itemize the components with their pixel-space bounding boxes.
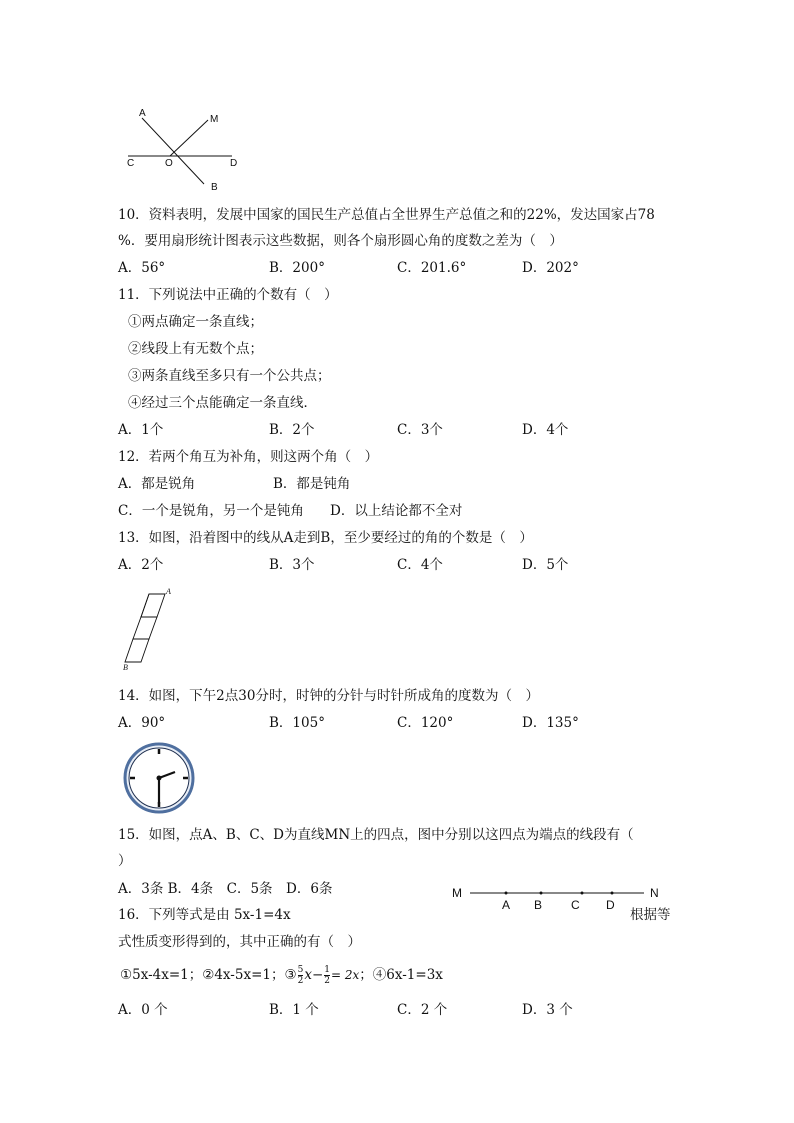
q16-option-c: C．2 个: [397, 1002, 448, 1018]
point-d: [611, 892, 614, 895]
q16-stem-part1: 16．下列等式是由 5x-1=4x: [118, 907, 291, 923]
q13-option-c: C．4个: [397, 557, 443, 573]
q14-option-c: C．120°: [397, 715, 454, 731]
q14-option-d: D．135°: [522, 715, 579, 731]
label-b: B: [211, 182, 218, 193]
point-a: [505, 892, 508, 895]
q10-option-d: D．202°: [522, 260, 579, 276]
fraction-one-half: [324, 965, 330, 986]
q16-option-a: A．0 个: [118, 1002, 168, 1018]
q14-stem: 14．如图，下午2点30分时，时钟的分针与时针所成角的度数为（ ）: [118, 688, 539, 704]
q11-statement-3: ③两条直线至多只有一个公共点；: [128, 368, 331, 384]
label-b: B: [123, 663, 128, 672]
q13-option-d: D．5个: [522, 557, 569, 573]
q10-option-c: C．201.6°: [397, 260, 467, 276]
line-om: [170, 120, 208, 156]
q12-option-c: C．一个是锐角，另一个是钝角: [118, 503, 304, 519]
q16-stem-line2: 式性质变形得到的，其中正确的有（ ）: [118, 934, 361, 950]
q15-options: A．3条 B．4条 C．5条 D．6条: [118, 881, 333, 897]
point-b: [540, 892, 543, 895]
angle-figure: [120, 104, 260, 196]
frac2-den: 2: [324, 976, 330, 986]
q12-option-d: D．以上结论都不全对: [330, 503, 463, 519]
label-c: C: [127, 158, 135, 169]
q14-option-b: B．105°: [269, 715, 325, 731]
q12-option-a: A．都是锐角: [118, 476, 196, 492]
q16-eq-end: ；④6x-1=3x: [359, 967, 443, 983]
frac1-num: 5: [297, 965, 304, 975]
staircase-parallelogram-figure: [118, 586, 180, 672]
fraction-five-halves: [298, 965, 304, 986]
parallelogram-2: [133, 617, 157, 639]
q11-option-a: A．1个: [118, 422, 164, 438]
q16-equations: [120, 960, 443, 990]
q11-option-b: B．2个: [269, 422, 315, 438]
frac1-den: 2: [297, 976, 304, 986]
frac2-num: 1: [324, 965, 330, 975]
q16-eq-part1: ①5x-4x=1；②4x-5x=1；③: [120, 967, 297, 983]
var-x: x: [304, 967, 312, 983]
q14-option-a: A．90°: [118, 715, 166, 731]
label-m: M: [452, 886, 462, 900]
q16-option-d: D．3 个: [522, 1002, 573, 1018]
q11-option-c: C．3个: [397, 422, 443, 438]
label-b: B: [534, 898, 543, 910]
q12-stem: 12．若两个角互为补角，则这两个角（ ）: [118, 449, 379, 465]
label-o: O: [165, 158, 173, 169]
q16-stem-part2: 根据等: [630, 907, 671, 922]
label-n: N: [650, 886, 659, 900]
clock-figure: [122, 741, 196, 815]
q10-option-b: B．200°: [269, 260, 325, 276]
q16-option-b: B．1 个: [269, 1002, 319, 1018]
parallelogram-4: [141, 594, 149, 617]
label-a: A: [139, 108, 146, 119]
minus-sign: −: [311, 967, 324, 983]
q13-option-a: A．2个: [118, 557, 164, 573]
q11-option-d: D．4个: [522, 422, 569, 438]
label-d: D: [606, 898, 615, 910]
label-c: C: [571, 898, 580, 910]
q15-stem-end: ）: [118, 853, 132, 869]
q11-stem: 11．下列说法中正确的个数有（ ）: [118, 287, 338, 303]
point-c: [581, 892, 584, 895]
q11-statement-2: ②线段上有无数个点；: [128, 341, 263, 357]
q10-option-a: A．56°: [118, 260, 166, 276]
label-m: M: [210, 114, 219, 125]
q13-stem: 13．如图，沿着图中的线从A走到B，至少要经过的角的个数是（ ）: [118, 530, 533, 546]
q12-option-b: B．都是钝角: [273, 476, 351, 492]
clock-center: [157, 776, 162, 781]
q13-option-b: B．3个: [269, 557, 315, 573]
q15-stem: 15．如图，点A、B、C、D为直线MN上的四点，图中分别以这四点为端点的线段有（: [118, 827, 634, 843]
parallelogram-3: [125, 639, 149, 662]
label-a: A: [166, 587, 171, 596]
label-a: A: [502, 898, 511, 910]
q10-line2: %．要用扇形统计图表示这些数据，则各个扇形圆心角的度数之差为（ ）: [118, 233, 563, 249]
q11-statement-4: ④经过三个点能确定一条直线．: [128, 395, 317, 411]
q11-statement-1: ①两点确定一条直线；: [128, 314, 263, 330]
line-ab: [142, 118, 204, 184]
label-d: D: [230, 158, 238, 169]
q10-line1: 10．资料表明，发展中国家的国民生产总值占全世界生产总值之和的22%，发达国家占78: [118, 207, 655, 223]
eq-rhs: = 2x: [330, 968, 360, 982]
